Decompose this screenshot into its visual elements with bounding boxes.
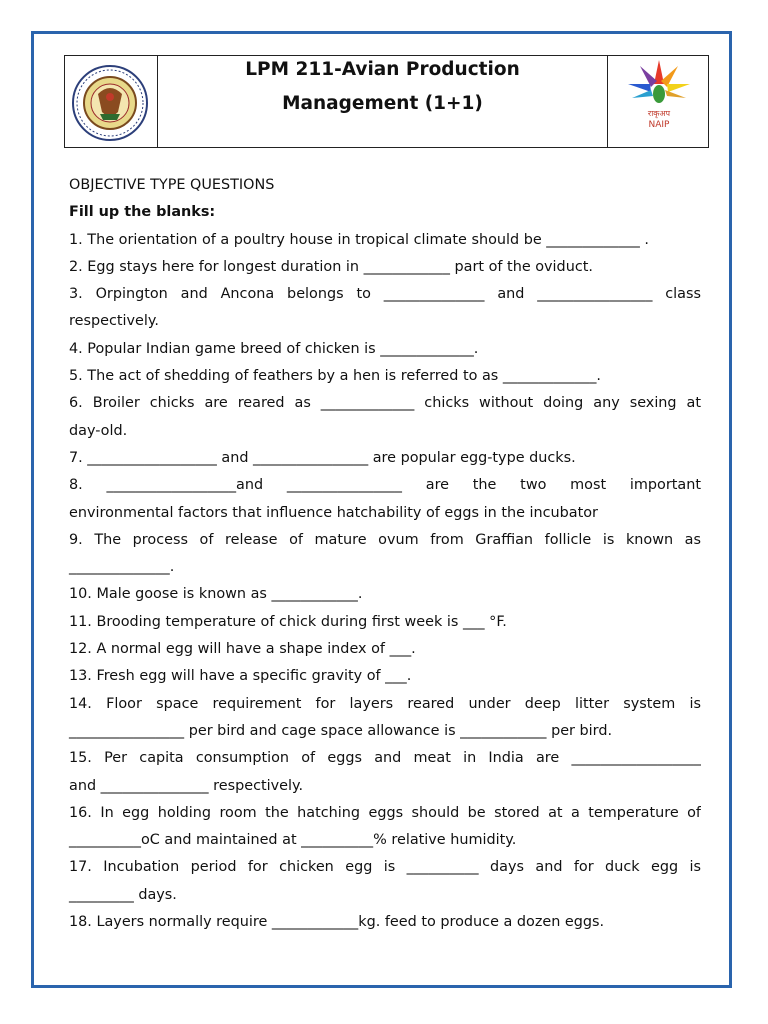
question-line: 5. The act of shedding of feathers by a hen is referred to as _____________. — [69, 368, 601, 385]
document-title-line-2: Management (1+1) — [282, 93, 483, 114]
question-line: 12. A normal egg will have a shape index of ___. — [69, 641, 416, 658]
question-line: 8. __________________and ________________ are the two most important — [69, 477, 701, 494]
question-line: 1. The orientation of a poultry house in tropical climate should be _____________ . — [69, 231, 649, 248]
question-line: __________oC and maintained at __________% relative humidity. — [69, 832, 517, 849]
questions-section — [69, 172, 701, 936]
question-line: 10. Male goose is known as ____________. — [69, 586, 363, 603]
naip-logo-text: NAIP — [648, 120, 670, 130]
question-line: 6. Broiler chicks are reared as _____________ chicks without doing any sexing at — [69, 395, 701, 412]
question-line: 11. Brooding temperature of chick during first week is ___ °F. — [69, 613, 507, 630]
question-line: 14. Floor space requirement for layers reared under deep litter system is — [69, 695, 701, 712]
header-table — [64, 55, 709, 148]
document-title-line-1: LPM 211-Avian Production — [245, 59, 520, 80]
question-line: 4. Popular Indian game breed of chicken is _____________. — [69, 340, 479, 357]
university-seal-icon — [70, 64, 150, 142]
question-line: 2. Egg stays here for longest duration in ____________ part of the oviduct. — [69, 258, 593, 275]
question-line: 16. In egg holding room the hatching eggs should be stored at a temperature of — [69, 804, 701, 821]
instruction-heading: Fill up the blanks: — [69, 204, 216, 221]
question-line: 13. Fresh egg will have a specific gravity of ___. — [69, 668, 412, 685]
question-line: 3. Orpington and Ancona belongs to ______________ and ________________ class — [69, 286, 701, 303]
question-line: 7. __________________ and ________________ are popular egg-type ducks. — [69, 449, 576, 466]
question-line: respectively. — [69, 313, 159, 330]
question-line: and _______________ respectively. — [69, 777, 304, 794]
naip-logo-icon — [620, 56, 698, 134]
question-line: 17. Incubation period for chicken egg is __________ days and for duck egg is — [69, 859, 701, 876]
university-logo-cell — [65, 56, 158, 147]
question-line: _________ days. — [69, 886, 177, 903]
naip-logo-script: राकृअप — [647, 109, 671, 118]
question-line: 18. Layers normally require ____________kg. feed to produce a dozen eggs. — [69, 914, 605, 931]
question-line: ______________. — [69, 559, 175, 576]
question-line: ________________ per bird and cage space allowance is ____________ per bird. — [69, 722, 613, 739]
question-line: environmental factors that influence hatchability of eggs in the incubator — [69, 504, 598, 521]
question-line: 9. The process of release of mature ovum from Graffian follicle is known as — [69, 531, 701, 548]
section-title: OBJECTIVE TYPE QUESTIONS — [69, 177, 275, 193]
question-line: day-old. — [69, 422, 128, 439]
naip-logo-cell — [607, 56, 708, 147]
question-line: 15. Per capita consumption of eggs and meat in India are __________________ — [69, 750, 701, 767]
